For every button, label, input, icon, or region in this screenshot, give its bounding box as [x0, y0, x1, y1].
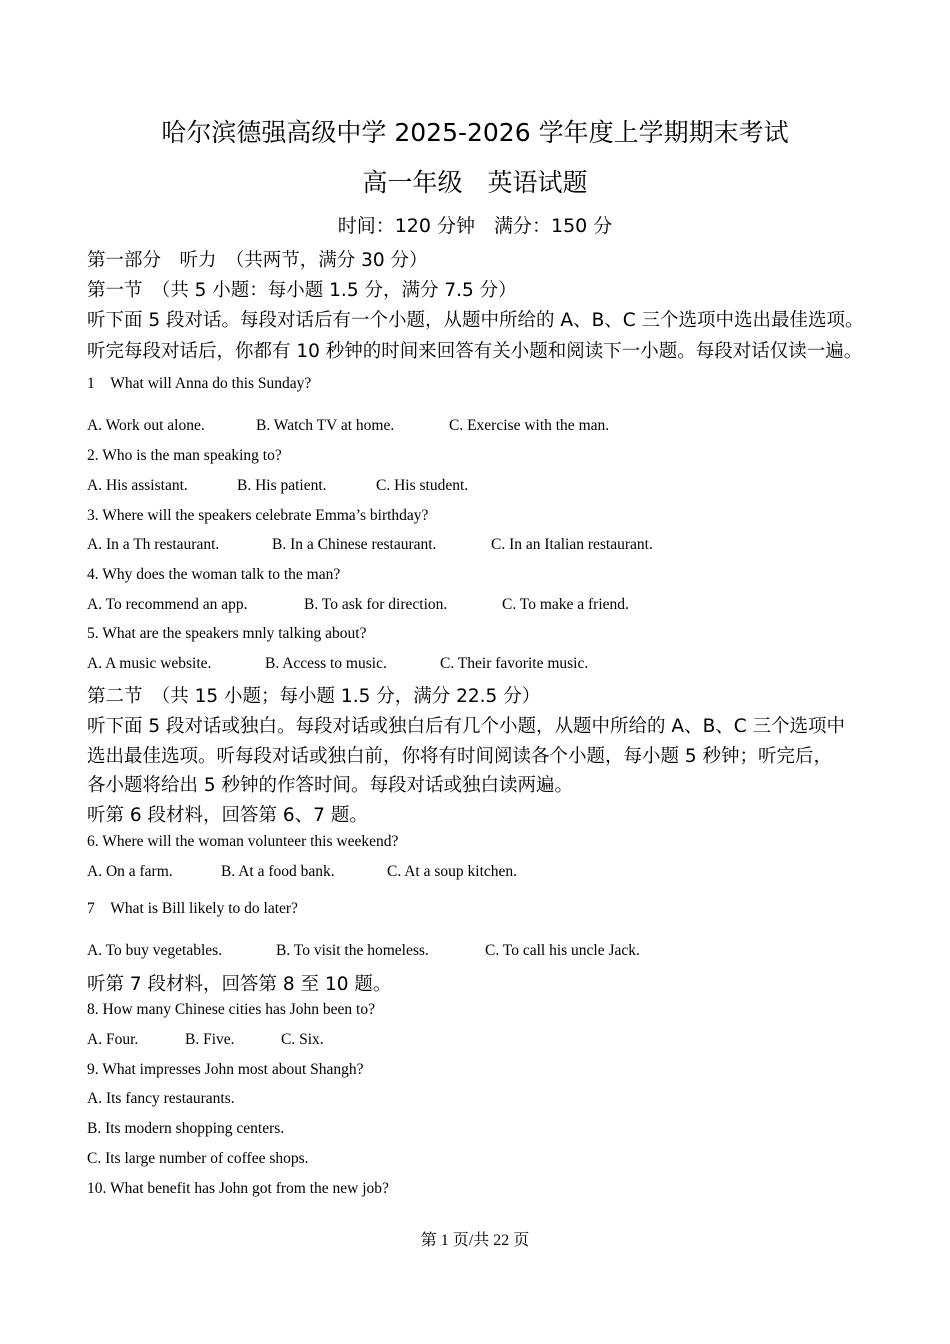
option-a: A. A music website. [87, 655, 212, 672]
question-1: 1 What will Anna do this Sunday? [87, 375, 312, 392]
option-a: A. On a farm. [87, 863, 173, 880]
option-a: A. In a Th restaurant. [87, 536, 220, 553]
option-a: A. To recommend an app. [87, 596, 248, 613]
section2-instruction-1: 听下面 5 段对话或独白。每段对话或独白后有几个小题，从题中所给的 A、B、C 三个选项中 [87, 716, 846, 737]
option-b: B. Access to music. [265, 655, 387, 672]
question-8: 8. How many Chinese cities has John been to? [87, 1001, 375, 1018]
option-c: C. In an Italian restaurant. [491, 536, 653, 553]
section1-instruction-2: 听完每段对话后，你都有 10 秒钟的时间来回答有关小题和阅读下一小题。每段对话仅读一遍。 [87, 341, 863, 362]
question-5: 5. What are the speakers mnly talking about? [87, 625, 367, 642]
option-c: C. Six. [281, 1031, 324, 1048]
option-c: C. Exercise with the man. [449, 417, 610, 434]
question-3: 3. Where will the speakers celebrate Emma’s birthday? [87, 507, 429, 524]
option-a: A. To buy vegetables. [87, 942, 223, 959]
section1-heading: 第一节 （共 5 小题：每小题 1.5 分，满分 7.5 分） [87, 280, 517, 301]
option-a: A. Work out alone. [87, 417, 205, 434]
question-10: 10. What benefit has John got from the new job? [87, 1180, 389, 1197]
question-4: 4. Why does the woman talk to the man? [87, 566, 341, 583]
option-c: C. At a soup kitchen. [387, 863, 518, 880]
exam-time-info: 时间：120 分钟 满分：150 分 [337, 215, 613, 237]
question-2: 2. Who is the man speaking to? [87, 447, 282, 464]
section2-heading: 第二节 （共 15 小题；每小题 1.5 分，满分 22.5 分） [87, 686, 541, 707]
option-b: B. At a food bank. [221, 863, 335, 880]
option-b: B. His patient. [237, 477, 327, 494]
option-b: B. In a Chinese restaurant. [272, 536, 437, 553]
option-c: C. Their favorite music. [440, 655, 589, 672]
question-6: 6. Where will the woman volunteer this weekend? [87, 833, 399, 850]
section1-instruction-1: 听下面 5 段对话。每段对话后有一个小题，从题中所给的 A、B、C 三个选项中选出最佳选项。 [87, 310, 864, 331]
section2-instruction-2: 选出最佳选项。听每段对话或独白前，你将有时间阅读各个小题，每小题 5 秒钟；听完后， [87, 746, 833, 767]
section2-instruction-3: 各小题将给出 5 秒钟的作答时间。每段对话或独白读两遍。 [87, 775, 574, 796]
part1-heading: 第一部分 听力 （共两节，满分 30 分） [87, 250, 428, 271]
option-b: B. To ask for direction. [304, 596, 448, 613]
option-b: B. To visit the homeless. [276, 942, 429, 959]
question-7: 7 What is Bill likely to do later? [87, 900, 298, 917]
option-b: B. Watch TV at home. [256, 417, 395, 434]
material-7-heading: 听第 7 段材料，回答第 8 至 10 题。 [87, 974, 392, 995]
option-b: B. Five. [185, 1031, 235, 1048]
exam-title: 哈尔滨德强高级中学 2025-2026 学年度上学期期末考试 [161, 118, 789, 147]
option-a: A. Four. [87, 1031, 139, 1048]
option-c: C. Its large number of coffee shops. [87, 1150, 309, 1167]
page-number: 第 1 页/共 22 页 [420, 1232, 530, 1249]
option-b: B. Its modern shopping centers. [87, 1120, 285, 1137]
option-c: C. To call his uncle Jack. [485, 942, 640, 959]
question-9: 9. What impresses John most about Shangh? [87, 1061, 364, 1078]
option-c: C. To make a friend. [502, 596, 629, 613]
option-a: A. His assistant. [87, 477, 188, 494]
option-a: A. Its fancy restaurants. [87, 1090, 235, 1107]
exam-subtitle: 高一年级 英语试题 [362, 168, 588, 197]
option-c: C. His student. [376, 477, 469, 494]
material-6-heading: 听第 6 段材料，回答第 6、7 题。 [87, 805, 368, 826]
